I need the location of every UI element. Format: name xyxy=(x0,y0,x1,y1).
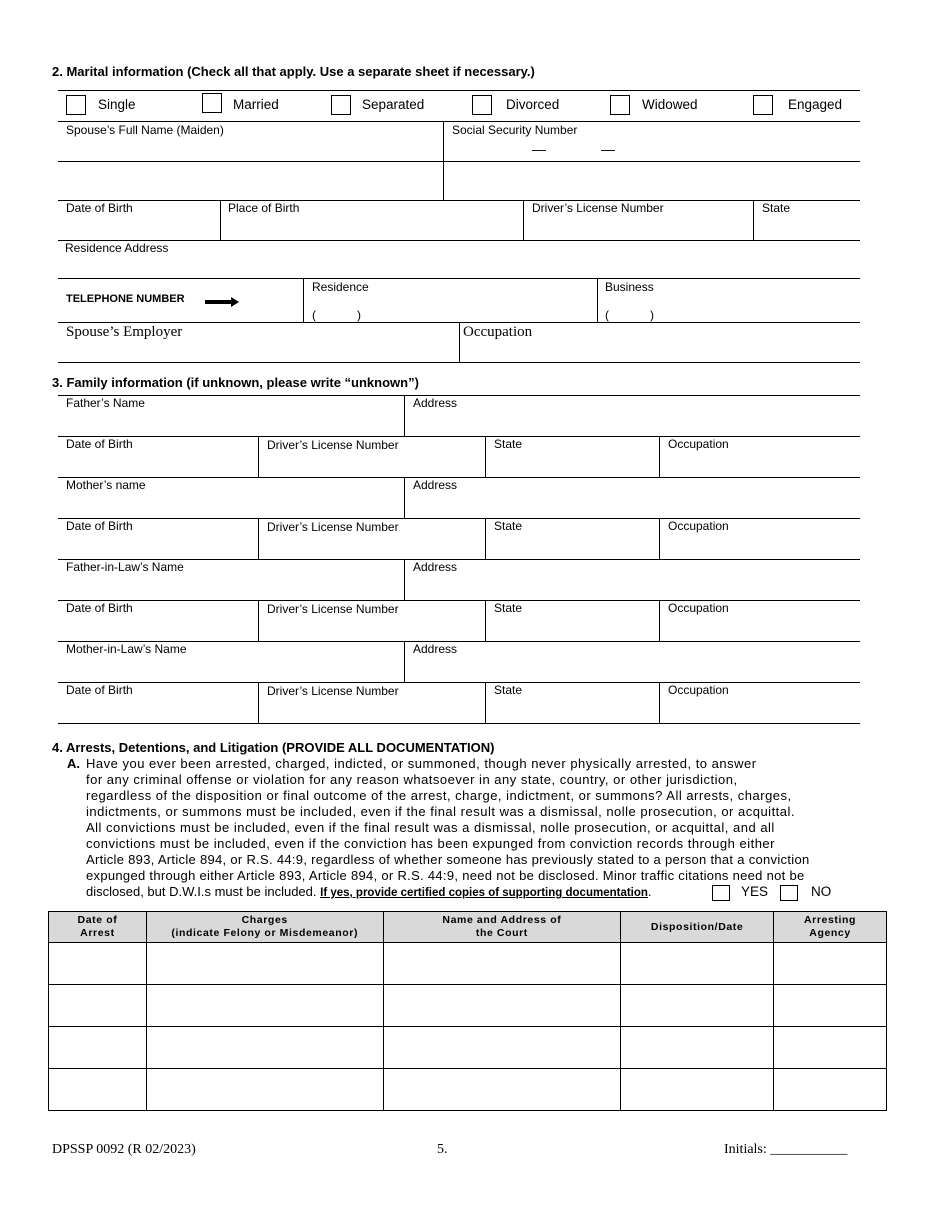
phone-business-paren-open: ( xyxy=(605,308,609,322)
documentation-instruction: If yes, provide certified copies of supporting documentation xyxy=(320,887,648,899)
table-cell[interactable] xyxy=(621,1027,774,1069)
family-address-label: Address xyxy=(413,560,458,574)
spouse-dob-label: Date of Birth xyxy=(66,201,133,215)
table-cell[interactable] xyxy=(383,943,621,985)
phone-residence-label: Residence xyxy=(312,280,369,294)
question-line-4: indictments, or summons must be included, even if the final result was a dismissal, nolle prosecution, or acquittal. xyxy=(86,804,796,819)
arrests-heading: 4. Arrests, Detentions, and Litigation (PROVIDE ALL DOCUMENTATION) xyxy=(52,740,495,755)
ssn-label: Social Security Number xyxy=(452,123,578,137)
family-occupation-label: Occupation xyxy=(668,683,729,697)
ssn-dash-1: — xyxy=(532,141,546,157)
table-cell[interactable] xyxy=(774,985,887,1027)
family-dob-label: Date of Birth xyxy=(66,683,133,697)
col-agency: Arresting Agency xyxy=(774,912,887,943)
spouse-dl-label: Driver’s License Number xyxy=(532,201,664,215)
table-row xyxy=(49,985,887,1027)
family-member-name-label: Father’s Name xyxy=(66,396,145,410)
telephone-label: TELEPHONE NUMBER xyxy=(66,293,185,305)
form-id: DPSSP 0092 (R 02/2023) xyxy=(52,1142,196,1157)
family-member-name-label: Father-in-Law’s Name xyxy=(66,560,184,574)
family-dob-label: Date of Birth xyxy=(66,437,133,451)
arrow-right-icon xyxy=(205,294,239,312)
family-address-label: Address xyxy=(413,478,458,492)
checkbox-divorced[interactable] xyxy=(472,95,492,115)
question-line-5: All convictions must be included, even if the final result was a dismissal, nolle prosecution, or acquittal, and all xyxy=(86,820,775,835)
family-occupation-label: Occupation xyxy=(668,437,729,451)
question-line-9: disclosed, but D.W.I.s must be included. xyxy=(86,884,317,899)
phone-business-label: Business xyxy=(605,280,654,294)
question-line-2: for any criminal offense or violation for any reason whatsoever in any state, country, or other jurisdiction, xyxy=(86,772,738,787)
checkbox-widowed[interactable] xyxy=(610,95,630,115)
family-dl-label: Driver’s License Number xyxy=(267,520,399,534)
label-widowed: Widowed xyxy=(642,97,698,112)
family-state-label: State xyxy=(494,601,523,615)
spouse-state-label: State xyxy=(762,201,791,215)
col-charges: Charges (indicate Felony or Misdemeanor) xyxy=(146,912,383,943)
table-cell[interactable] xyxy=(146,943,383,985)
spouse-name-label: Spouse’s Full Name (Maiden) xyxy=(66,123,224,137)
family-address-label: Address xyxy=(413,396,458,410)
checkbox-married[interactable] xyxy=(202,93,222,113)
checkbox-engaged[interactable] xyxy=(753,95,773,115)
question-line-8: expunged through either Article 893, Article 894, or R.S. 44:9, need not be disclosed. Minor traffic citations need not be xyxy=(86,868,805,883)
family-heading: 3. Family information (if unknown, please write “unknown”) xyxy=(52,375,419,390)
ssn-dash-2: — xyxy=(601,141,615,157)
spouse-occupation-label: Occupation xyxy=(463,324,533,340)
question-line-1: Have you ever been arrested, charged, indicted, or summoned, though never physically arrested, to answer xyxy=(86,756,757,771)
table-row xyxy=(49,1069,887,1111)
no-checkbox[interactable] xyxy=(780,885,798,901)
initials-label[interactable]: Initials: ___________ xyxy=(724,1142,848,1157)
spouse-pob-label: Place of Birth xyxy=(228,201,300,215)
label-engaged: Engaged xyxy=(788,97,843,112)
family-dob-label: Date of Birth xyxy=(66,519,133,533)
family-member-name-label: Mother-in-Law’s Name xyxy=(66,642,187,656)
family-occupation-label: Occupation xyxy=(668,601,729,615)
table-cell[interactable] xyxy=(774,1069,887,1111)
table-cell[interactable] xyxy=(621,943,774,985)
checkbox-single[interactable] xyxy=(66,95,86,115)
instruction-period: . xyxy=(647,884,652,899)
spouse-employer-label: Spouse’s Employer xyxy=(66,324,183,340)
family-dl-label: Driver’s License Number xyxy=(267,602,399,616)
table-cell[interactable] xyxy=(774,1027,887,1069)
question-line-3: regardless of the disposition or final outcome of the arrest, charge, indictment, or summons? All arrests, charges, xyxy=(86,788,792,803)
family-state-label: State xyxy=(494,519,523,533)
question-line-7: Article 893, Article 894, or R.S. 44:9, regardless of whether someone has previously stated to a person that a conviction xyxy=(86,852,810,867)
phone-residence-paren-close: ) xyxy=(357,308,361,322)
table-row xyxy=(49,943,887,985)
table-cell[interactable] xyxy=(383,985,621,1027)
table-cell[interactable] xyxy=(49,985,147,1027)
table-cell[interactable] xyxy=(146,985,383,1027)
checkbox-separated[interactable] xyxy=(331,95,351,115)
col-court: Name and Address of the Court xyxy=(383,912,621,943)
page-number: 5. xyxy=(437,1142,448,1157)
spouse-name-field[interactable] xyxy=(58,124,442,200)
table-cell[interactable] xyxy=(383,1069,621,1111)
label-married: Married xyxy=(233,97,279,112)
family-occupation-label: Occupation xyxy=(668,519,729,533)
yes-label: YES xyxy=(741,884,769,899)
arrests-question xyxy=(86,756,906,901)
question-line-6: convictions must be included, even if the conviction has been expunged from conviction records through either xyxy=(86,836,775,851)
ssn-field[interactable] xyxy=(445,140,859,200)
phone-business-paren-close: ) xyxy=(650,308,654,322)
table-cell[interactable] xyxy=(49,943,147,985)
family-dob-label: Date of Birth xyxy=(66,601,133,615)
arrests-table xyxy=(48,911,887,1111)
family-address-label: Address xyxy=(413,642,458,656)
table-cell[interactable] xyxy=(146,1027,383,1069)
label-separated: Separated xyxy=(362,97,425,112)
residence-address-label: Residence Address xyxy=(65,241,169,255)
family-dl-label: Driver’s License Number xyxy=(267,438,399,452)
marital-heading: 2. Marital information (Check all that apply. Use a separate sheet if necessary.) xyxy=(52,64,535,79)
table-cell[interactable] xyxy=(49,1027,147,1069)
table-cell[interactable] xyxy=(146,1069,383,1111)
table-cell[interactable] xyxy=(621,985,774,1027)
item-letter: A. xyxy=(67,756,80,771)
col-disposition: Disposition/Date xyxy=(621,912,774,943)
table-cell[interactable] xyxy=(49,1069,147,1111)
table-cell[interactable] xyxy=(774,943,887,985)
label-divorced: Divorced xyxy=(506,97,560,112)
yes-checkbox[interactable] xyxy=(712,885,730,901)
phone-residence-paren-open: ( xyxy=(312,308,316,322)
family-state-label: State xyxy=(494,683,523,697)
family-member-name-label: Mother’s name xyxy=(66,478,146,492)
no-label: NO xyxy=(811,884,832,899)
table-row xyxy=(49,1027,887,1069)
family-state-label: State xyxy=(494,437,523,451)
label-single: Single xyxy=(98,97,136,112)
family-dl-label: Driver’s License Number xyxy=(267,684,399,698)
col-date-of-arrest: Date of Arrest xyxy=(49,912,147,943)
table-cell[interactable] xyxy=(621,1069,774,1111)
table-cell[interactable] xyxy=(383,1027,621,1069)
